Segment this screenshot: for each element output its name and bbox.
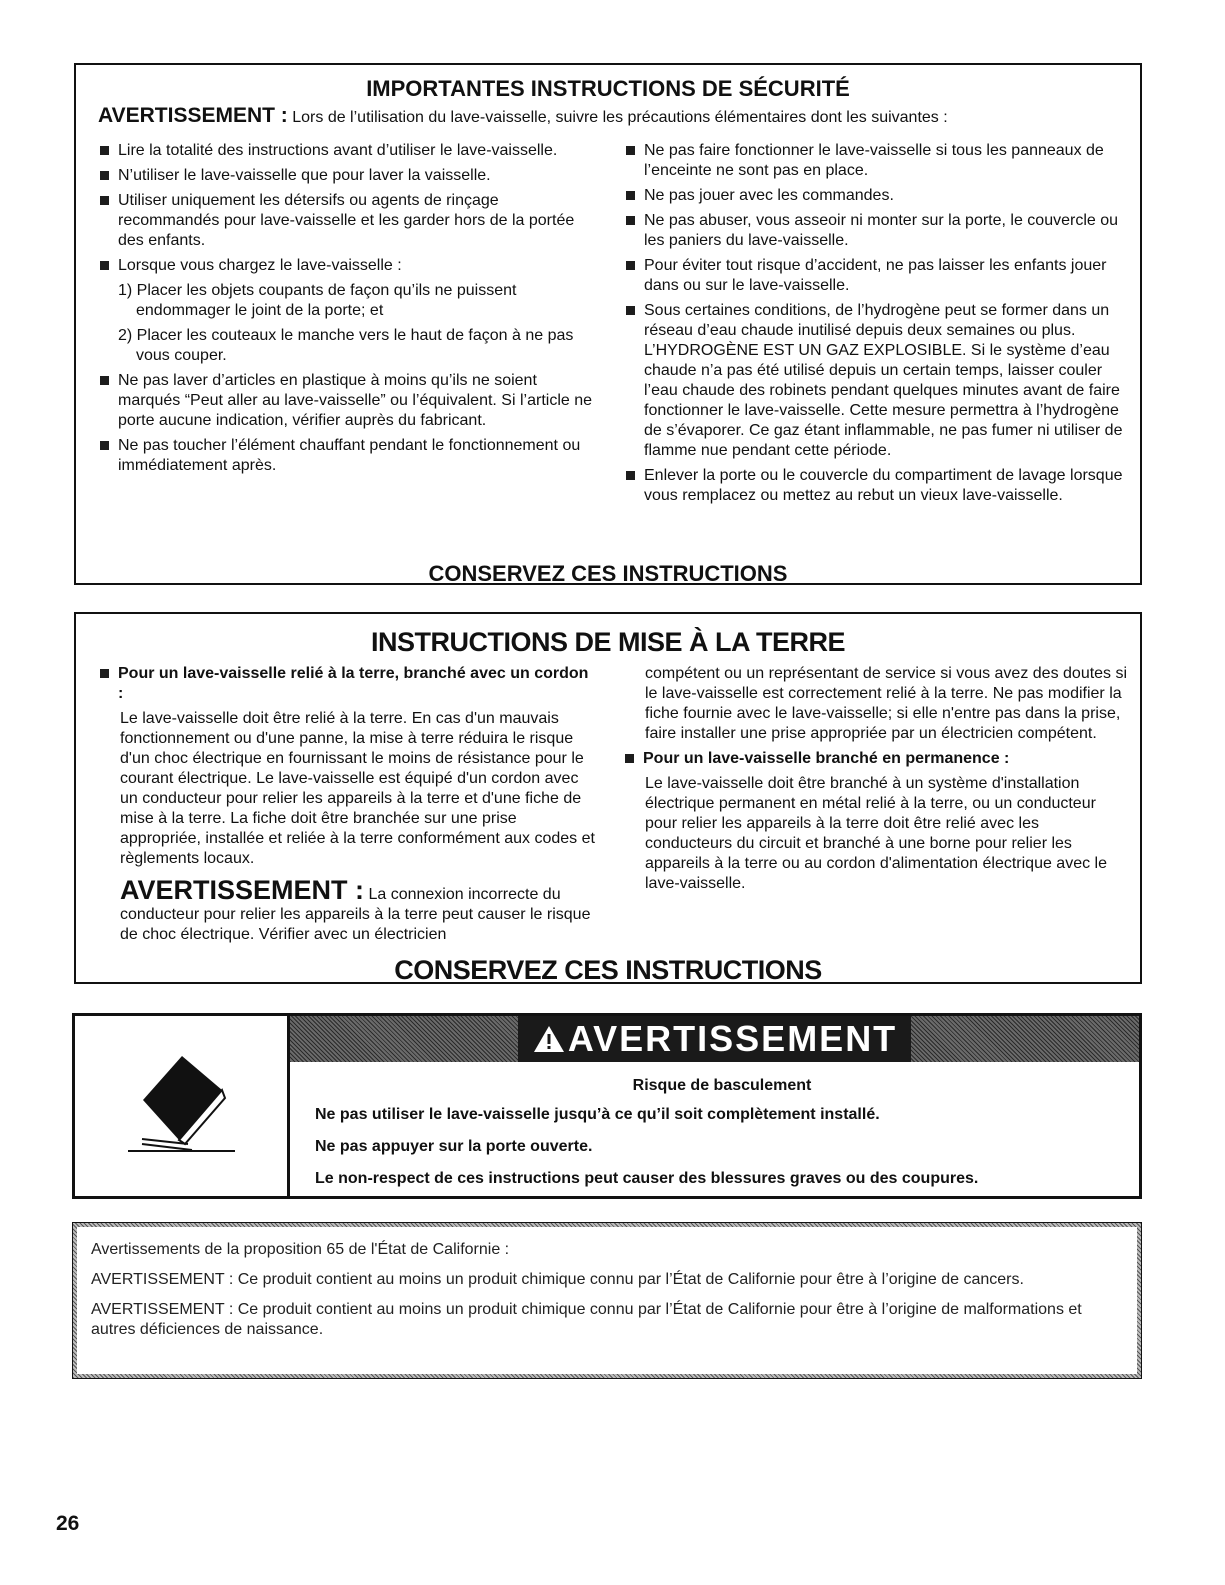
list-item-text: Utiliser uniquement les détersifs ou agents de rinçage recommandés pour lave-vaisselle et les garder hors de la portée des enfants. [118, 192, 575, 249]
list-item [98, 664, 598, 704]
square-bullet-icon [625, 754, 634, 763]
numbered-sub-item [98, 326, 603, 366]
grounding-warning-text: La connexion incorrecte du conducteur pour relier les appareils à la terre peut causer le risque de choc électrique. Vérifier avec un électricien [120, 886, 591, 943]
list-item-text: Ne pas jouer avec les commandes. [644, 187, 894, 204]
list-item [624, 256, 1124, 296]
list-item-text: Ne pas toucher l’élément chauffant pendant le fonctionnement ou immédiatement après. [118, 437, 581, 474]
numbered-sub-item [98, 281, 603, 321]
list-item [98, 256, 603, 276]
square-bullet-icon [626, 216, 635, 225]
list-item [623, 749, 1128, 769]
page-number: 26 [56, 1512, 80, 1535]
tip-over-hazard-icon [75, 1016, 287, 1196]
hazard-title: Risque de basculement [632, 1077, 812, 1094]
grounding-warning [120, 877, 598, 945]
sub-item-text: 2) Placer les couteaux le manche vers le haut de façon à ne pas vous couper. [118, 327, 574, 364]
safety-intro-text: Lors de l’utilisation du lave-vaisselle, suivre les précautions élémentaires dont les suivantes : [287, 109, 948, 126]
warning-line: Ne pas appuyer sur la porte ouverte. [315, 1138, 593, 1155]
square-bullet-icon [626, 146, 635, 155]
grounding-title: INSTRUCTIONS DE MISE À LA TERRE [370, 627, 846, 657]
continued-text: compétent ou un représentant de service si vous avez des doutes si le lave-vaisselle est correctement relié à la terre. Ne pas modifier la fiche fournie avec le lave-vaisselle; si elle n'entre pas dans la prise, faire installer une prise appropriée par un électricien compétent. [645, 665, 1128, 742]
warning-banner [290, 1016, 1139, 1062]
safety-title: IMPORTANTES INSTRUCTIONS DE SÉCURITÉ [366, 76, 850, 101]
grounding-instructions-box [74, 612, 1142, 984]
list-item-text: Lire la totalité des instructions avant d’utiliser le lave-vaisselle. [118, 142, 558, 159]
list-item-text: Sous certaines conditions, de l’hydrogène peut se former dans un réseau d’eau chaude inutilisé depuis deux semaines ou plus. L’HYDROGÈNE EST UN GAZ EXPLOSIBLE. Si le système d’eau chaude n’a pas été utilisé depuis un certain temps, laisser couler l’eau chaude des robinets pendant quelques minutes avant de faire fonctionner le lave-vaisselle. Cette mesure permettra à l’hydrogène de s’évaporer. Ce gaz étant inflammable, ne pas fumer ni utiliser de flamme nue pendant cette période. [644, 302, 1123, 459]
list-item-text: Ne pas laver d’articles en plastique à moins qu’ils ne soient marqués “Peut aller au lave-vaisselle” ou l’équivalent. Si l’article ne porte aucune indication, vérifier auprès du fabricant. [118, 372, 593, 429]
list-item-text: Ne pas abuser, vous asseoir ni monter sur la porte, le couvercle ou les paniers du lave-vaisselle. [644, 212, 1119, 249]
list-item [98, 166, 603, 186]
grounding-warning-lead: AVERTISSEMENT : [120, 875, 365, 905]
square-bullet-icon [626, 306, 635, 315]
warning-banner-label [518, 1016, 911, 1062]
list-item [98, 436, 603, 476]
square-bullet-icon [100, 171, 109, 180]
square-bullet-icon [100, 146, 109, 155]
prop65-box [72, 1222, 1142, 1379]
list-item [98, 191, 603, 251]
safety-right-column [624, 141, 1124, 511]
square-bullet-icon [626, 191, 635, 200]
square-bullet-icon [100, 669, 109, 678]
list-item-text: Enlever la porte ou le couvercle du compartiment de lavage lorsque vous remplacez ou mettez au rebut un vieux lave-vaisselle. [644, 467, 1123, 504]
list-item [98, 371, 603, 431]
square-bullet-icon [100, 196, 109, 205]
list-item [624, 186, 1124, 206]
square-bullet-icon [626, 261, 635, 270]
list-item-text: Lorsque vous chargez le lave-vaisselle : [118, 257, 402, 274]
prop65-content [77, 1227, 1137, 1374]
warning-line: Le non-respect de ces instructions peut causer des blessures graves ou des coupures. [315, 1170, 979, 1187]
tip-over-warning-box [72, 1013, 1142, 1199]
permanent-heading: Pour un lave-vaisselle branché en permanence : [643, 750, 1010, 767]
prop65-warning: AVERTISSEMENT : Ce produit contient au moins un produit chimique connu par l’État de Californie pour être à l’origine de malformations et autres déficiences de naissance. [91, 1301, 1082, 1338]
list-item [624, 466, 1124, 506]
sub-item-text: 1) Placer les objets coupants de façon qu’ils ne puissent endommager le joint de la porte; et [118, 282, 517, 319]
list-item [624, 301, 1124, 461]
warning-body [315, 1076, 1129, 1201]
safety-footer: CONSERVEZ CES INSTRUCTIONS [428, 561, 788, 586]
square-bullet-icon [100, 261, 109, 270]
prop65-heading: Avertissements de la proposition 65 de l'État de Californie : [91, 1241, 510, 1258]
list-item [98, 141, 603, 161]
corded-heading: Pour un lave-vaisselle relié à la terre, branché avec un cordon : [118, 665, 589, 702]
square-bullet-icon [100, 441, 109, 450]
list-item-text: Pour éviter tout risque d’accident, ne pas laisser les enfants jouer dans ou sur le lave-vaisselle. [644, 257, 1107, 294]
square-bullet-icon [626, 471, 635, 480]
safety-intro [98, 106, 1140, 128]
list-item-text: Ne pas faire fonctionner le lave-vaisselle si tous les panneaux de l’enceinte ne sont pas en place. [644, 142, 1104, 179]
safety-intro-lead: AVERTISSEMENT : [98, 104, 288, 127]
tip-over-icon-cell [75, 1016, 290, 1196]
warning-banner-text: AVERTISSEMENT [567, 1018, 898, 1059]
list-item [624, 141, 1124, 181]
safety-instructions-box [74, 63, 1142, 585]
warning-line: Ne pas utiliser le lave-vaisselle jusqu’à ce qu’il soit complètement installé. [315, 1106, 880, 1123]
list-item-text: N’utiliser le lave-vaisselle que pour laver la vaisselle. [118, 167, 491, 184]
list-item [624, 211, 1124, 251]
safety-left-column [98, 141, 603, 481]
corded-text: Le lave-vaisselle doit être relié à la terre. En cas d'un mauvais fonctionnement ou d'une panne, la mise à terre réduira le risque d'un choc électrique en fournissant le moins de résistance pour le courant électrique. Le lave-vaisselle est équipé d'un cordon avec un conducteur pour relier les appareils à la terre et d'une fiche de mise à la terre. La fiche doit être branchée sur une prise appropriée, installée et reliée à la terre conformément aux codes et règlements locaux. [120, 710, 595, 867]
warning-triangle-icon [532, 1024, 566, 1054]
square-bullet-icon [100, 376, 109, 385]
grounding-left-column [98, 664, 598, 945]
grounding-right-column [623, 664, 1128, 894]
grounding-footer: CONSERVEZ CES INSTRUCTIONS [394, 955, 822, 985]
prop65-warning: AVERTISSEMENT : Ce produit contient au moins un produit chimique connu par l’État de Californie pour être à l’origine de cancers. [91, 1271, 1024, 1288]
permanent-text: Le lave-vaisselle doit être branché à un système d'installation électrique permanent en métal relié à la terre, ou un conducteur pour relier les appareils à la terre doit être relié avec les conducteurs du circuit et branché à une borne pour relier les appareils à la terre ou au cordon d'alimentation électrique avec le lave-vaisselle. [645, 775, 1107, 892]
